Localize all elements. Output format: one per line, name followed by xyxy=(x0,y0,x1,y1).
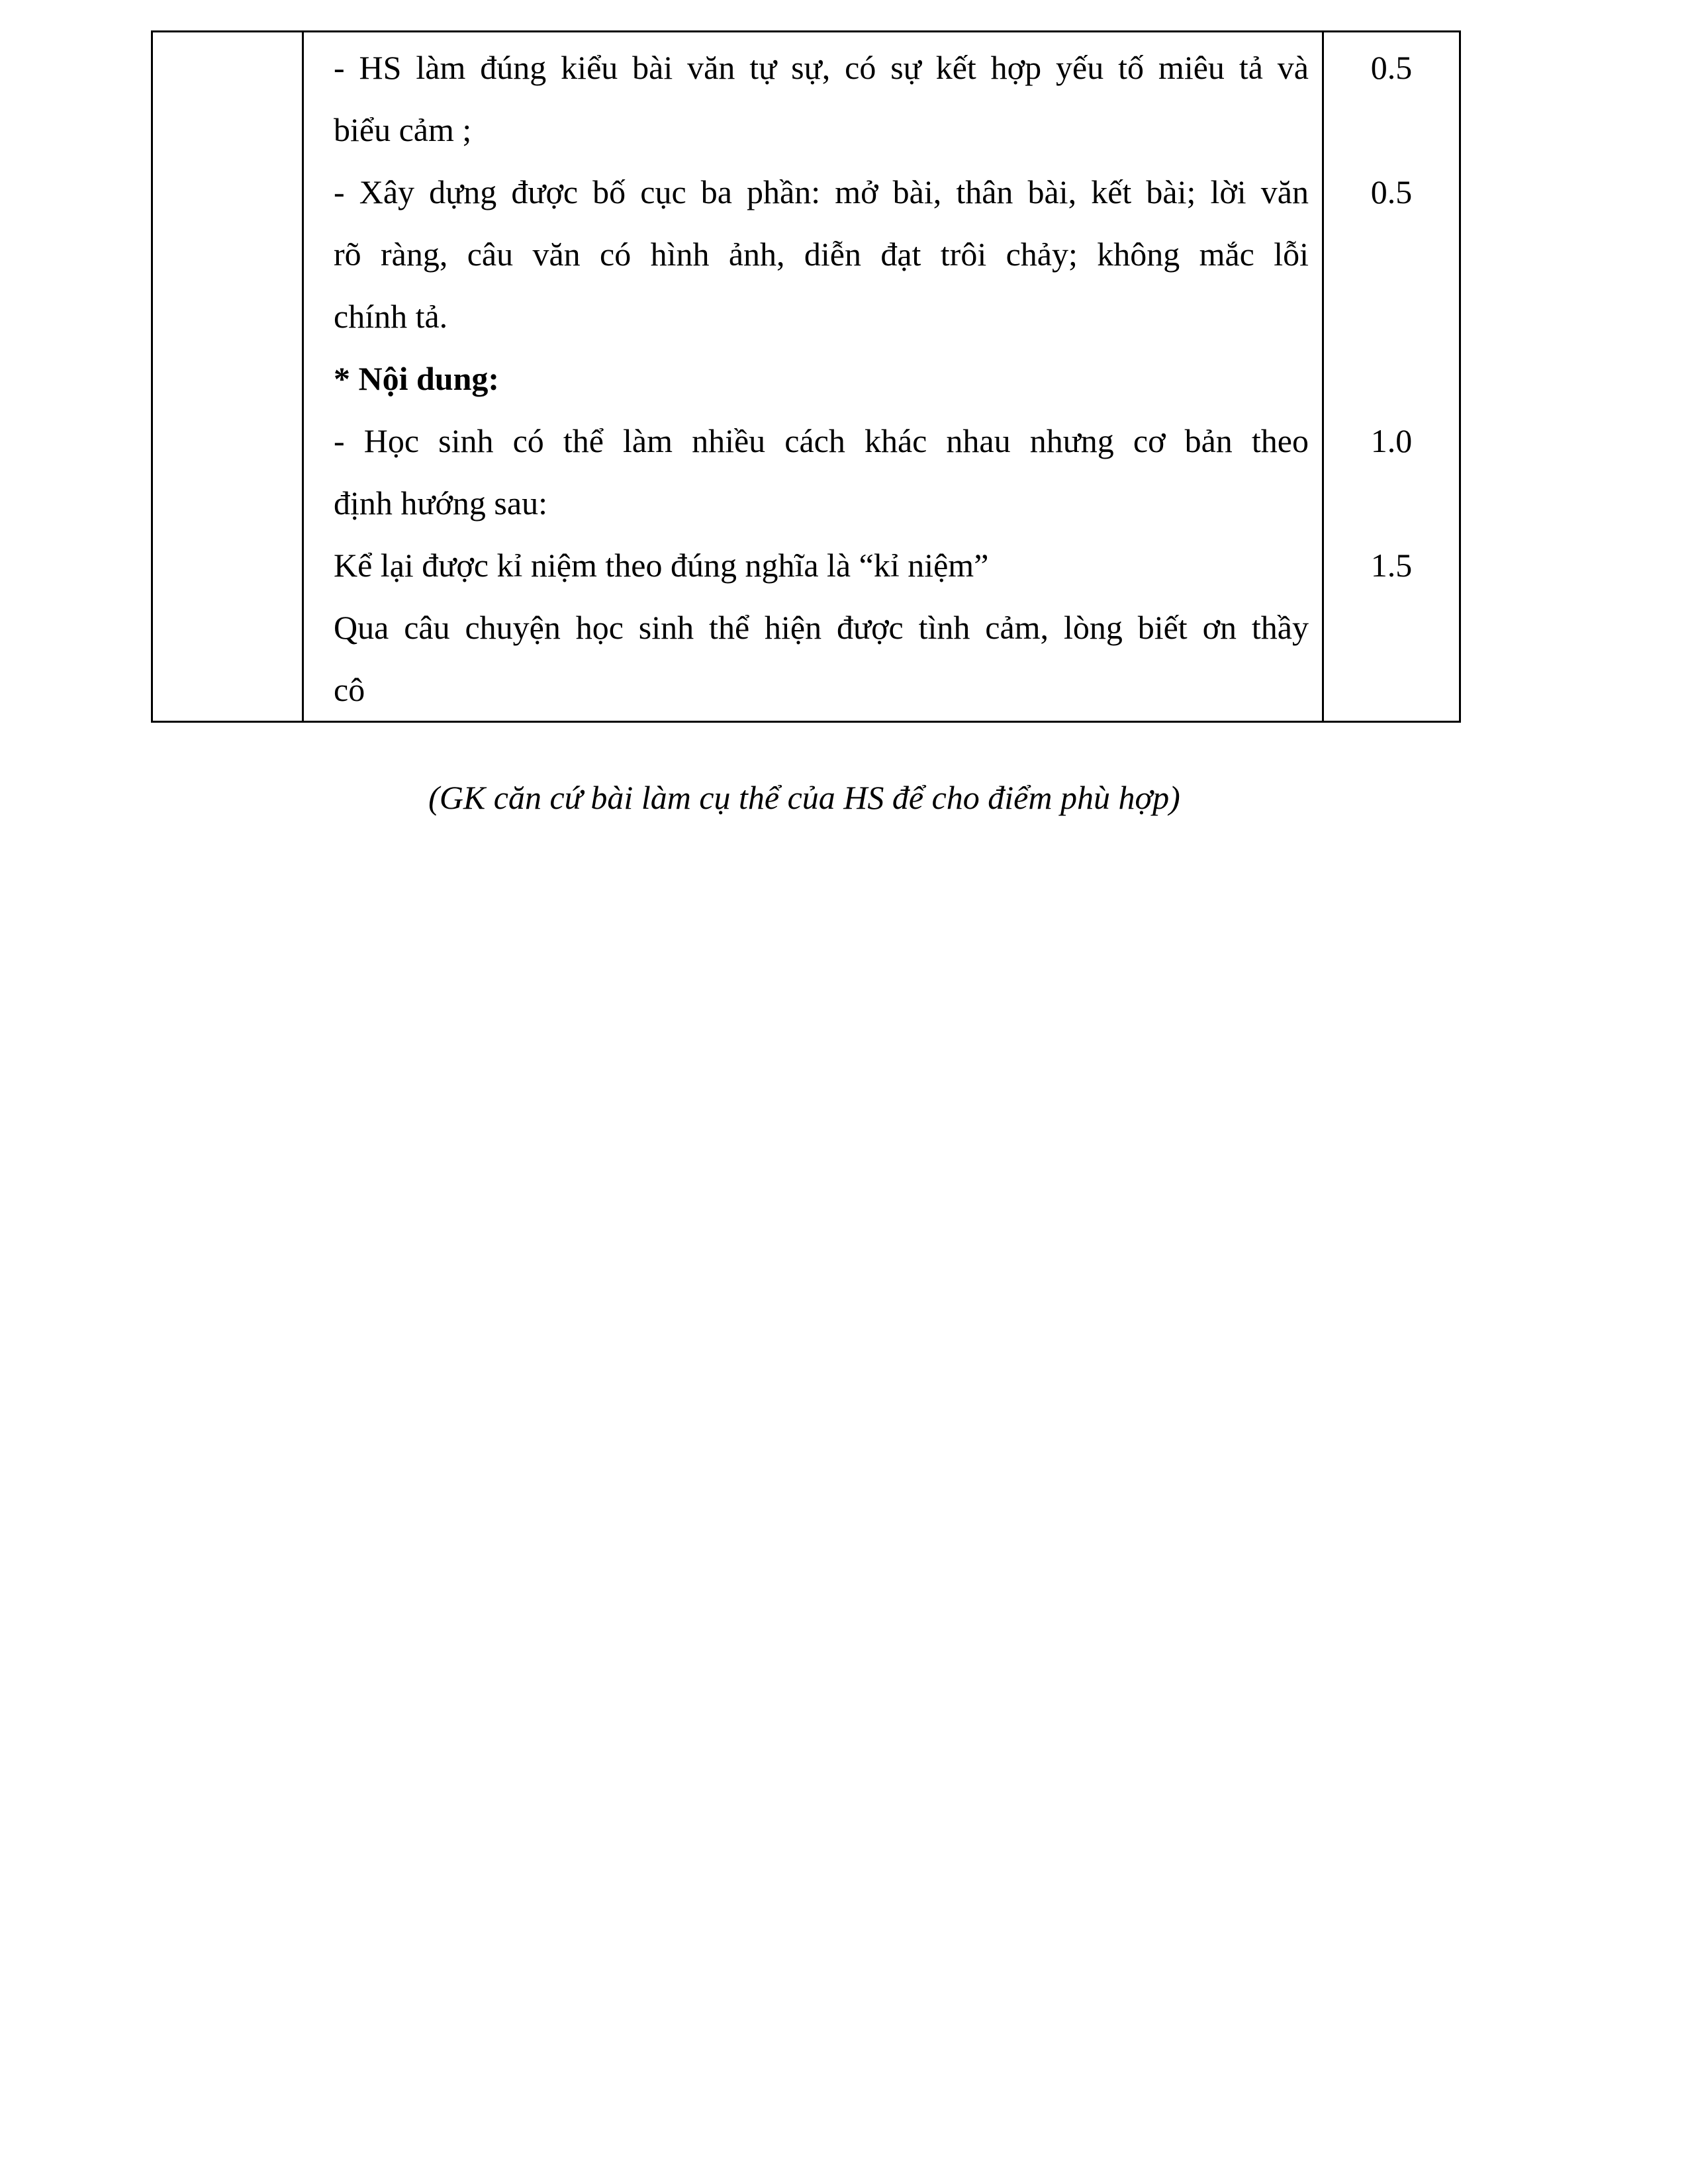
content-line: định hướng sau: xyxy=(334,484,547,522)
score-cell xyxy=(1323,32,1460,722)
content-line: - HS làm đúng kiểu bài văn tự sự, có sự kết hợp yếu tố miêu tả và xyxy=(334,49,1309,86)
content-line: Qua câu chuyện học sinh thể hiện được tình cảm, lòng biết ơn thầy xyxy=(334,609,1309,646)
table-row xyxy=(152,32,1460,722)
score-value: 1.5 xyxy=(1370,547,1413,584)
score-value: 0.5 xyxy=(1370,173,1413,210)
content-line: Kể lại được kỉ niệm theo đúng nghĩa là “kỉ niệm” xyxy=(334,547,989,584)
content-line: rõ ràng, câu văn có hình ảnh, diễn đạt trôi chảy; không mắc lỗi xyxy=(334,236,1309,273)
grading-note: (GK căn cứ bài làm cụ thể của HS để cho điểm phù hợp) xyxy=(428,779,1180,816)
answer-content-cell xyxy=(303,32,1323,722)
content-line: chính tả. xyxy=(334,298,448,335)
content-line: cô xyxy=(334,671,365,708)
grading-table xyxy=(151,30,1461,723)
score-value: 1.0 xyxy=(1370,422,1413,459)
content-line: - Xây dựng được bố cục ba phần: mở bài, thân bài, kết bài; lời văn xyxy=(334,173,1309,210)
content-line: biểu cảm ; xyxy=(334,111,472,148)
content-line: - Học sinh có thể làm nhiều cách khác nhau nhưng cơ bản theo xyxy=(334,422,1309,459)
section-heading: * Nội dung: xyxy=(334,360,500,397)
score-value: 0.5 xyxy=(1370,49,1413,86)
question-number-cell xyxy=(152,32,303,722)
